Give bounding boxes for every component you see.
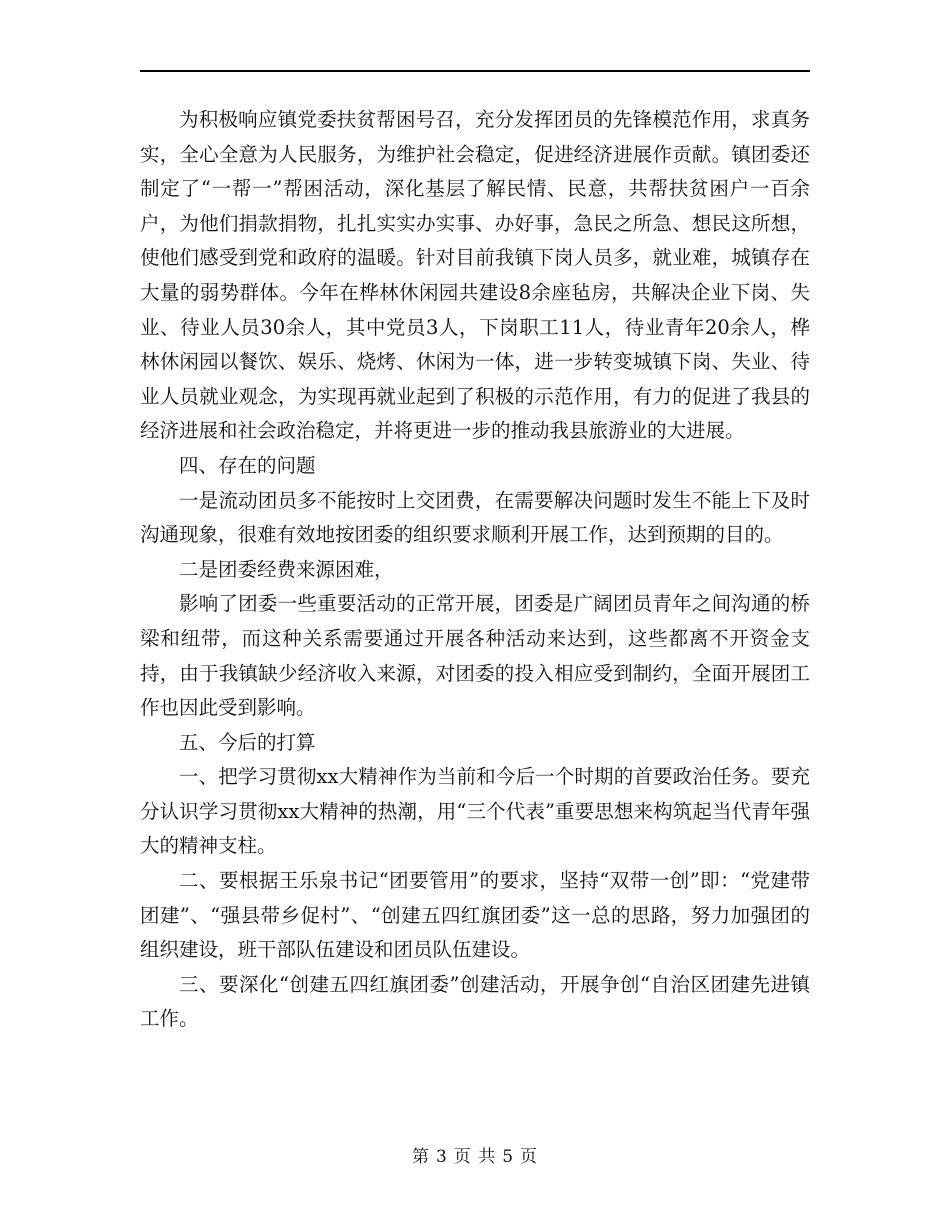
footer-middle: 页 共 xyxy=(453,1147,497,1167)
footer-total-pages: 5 xyxy=(502,1147,515,1167)
footer-current-page: 3 xyxy=(435,1147,448,1167)
heading-future-plans: 五、今后的打算 xyxy=(179,730,316,754)
footer-suffix: 页 xyxy=(520,1147,539,1167)
paragraph-problem-two-detail: 影响了团委一些重要活动的正常开展，团委是广阔团员青年之间沟通的桥梁和纽带，而这种关系需要通过开展各种活动来达到，这些都离不开资金支持，由于我镇缺少经济收入来源，对团委的投入相应受到制约，全面开展团工作也因此受到影响。 xyxy=(140,592,810,720)
header-rule xyxy=(140,70,810,72)
paragraph-problem-one: 一是流动团员多不能按时上交团费，在需要解决问题时发生不能上下及时沟通现象，很难有效地按团委的组织要求顺利开展工作，达到预期的目的。 xyxy=(140,488,810,547)
heading-existing-problems: 四、存在的问题 xyxy=(179,453,316,477)
paragraph-plan-three: 三、要深化“创建五四红旗团委”创建活动，开展争创“自治区团建先进镇工作。 xyxy=(140,972,810,1031)
paragraph-plan-two: 二、要根据王乐泉书记“团要管用”的要求，坚持“双带一创”即：“党建带团建”、“强县带乡促村”、“创建五四红旗团委”这一总的思路，努力加强团的组织建设，班干部队伍建设和团员队伍建设。 xyxy=(140,869,810,962)
paragraph-plan-one: 一、把学习贯彻xx大精神作为当前和今后一个时期的首要政治任务。要充分认识学习贯彻xx大精神的热潮，用“三个代表”重要思想来构筑起当代青年强大的精神支柱。 xyxy=(140,765,810,858)
paragraph-poverty-relief: 为积极响应镇党委扶贫帮困号召，充分发挥团员的先锋模范作用，求真务实，全心全意为人民服务，为维护社会稳定，促进经济进展作贡献。镇团委还制定了“一帮一”帮困活动，深化基层了解民情、民意，共帮扶贫困户一百余户，为他们捐款捐物，扎扎实实办实事、办好事，急民之所急、想民这所想，使他们感受到党和政府的温暖。针对目前我镇下岗人员多，就业难，城镇存在大量的弱势群体。今年在桦林休闲园共建设8余座毡房，共解决企业下岗、失业、待业人员30余人，其中党员3人，下岗职工11人，待业青年20余人，桦林休闲园以餐饮、娱乐、烧烤、休闲为一体，进一步转变城镇下岗、失业、待业人员就业观念，为实现再就业起到了积极的示范作用，有力的促进了我县的经济进展和社会政治稳定，并将更进一步的推动我县旅游业的大进展。 xyxy=(140,108,810,443)
page-number-footer xyxy=(0,1145,950,1169)
footer-prefix: 第 xyxy=(411,1147,430,1167)
paragraph-problem-two: 二是团委经费来源困难， xyxy=(179,557,394,581)
document-body xyxy=(140,103,810,1037)
